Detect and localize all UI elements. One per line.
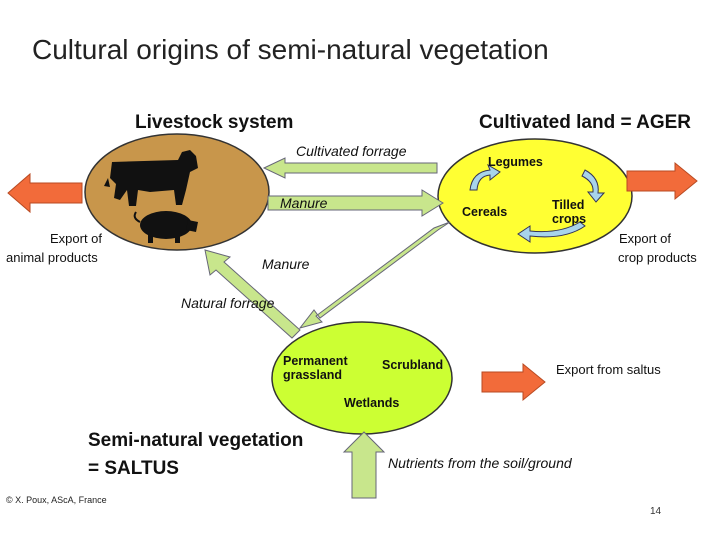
permanent-label-1: Permanent — [283, 354, 348, 368]
export-crop-arrow — [627, 163, 697, 199]
export-crop-label-1: Export of — [619, 231, 672, 246]
legumes-label: Legumes — [488, 155, 543, 169]
export-crop-label-2: crop products — [618, 250, 697, 265]
permanent-label-2: grassland — [283, 368, 343, 382]
export-animal-label-1: Export of — [50, 231, 103, 246]
cultivated-forrage-label: Cultivated forrage — [296, 143, 407, 159]
cultivated-land-label: Cultivated land = AGER — [479, 112, 692, 133]
tilled-label-1: Tilled — [552, 198, 585, 212]
export-animal-arrow — [8, 174, 82, 212]
natural-forrage-label: Natural forrage — [181, 295, 275, 311]
scrubland-label: Scrubland — [382, 358, 444, 372]
cultivated-forrage-arrow — [264, 158, 437, 178]
page-number: 14 — [650, 506, 662, 517]
export-saltus-label: Export from saltus — [556, 362, 661, 377]
saltus-label-line2: = SALTUS — [88, 458, 179, 479]
manure-diag-label: Manure — [262, 256, 310, 272]
cereals-label: Cereals — [462, 205, 508, 219]
nutrients-label: Nutrients from the soil/ground — [388, 455, 572, 471]
export-animal-label-2: animal products — [6, 250, 98, 265]
livestock-system-label: Livestock system — [135, 112, 294, 133]
credit-footer: © X. Poux, AScA, France — [6, 495, 107, 505]
manure-top-label: Manure — [280, 195, 328, 211]
saltus-label-line1: Semi-natural vegetation — [88, 430, 304, 451]
export-saltus-arrow — [482, 364, 545, 400]
slide-title: Cultural origins of semi-natural vegetation — [32, 34, 549, 65]
wetlands-label: Wetlands — [344, 396, 400, 410]
manure-diag-arrow — [300, 222, 450, 328]
tilled-label-2: crops — [552, 212, 587, 226]
nutrients-arrow — [344, 432, 384, 498]
